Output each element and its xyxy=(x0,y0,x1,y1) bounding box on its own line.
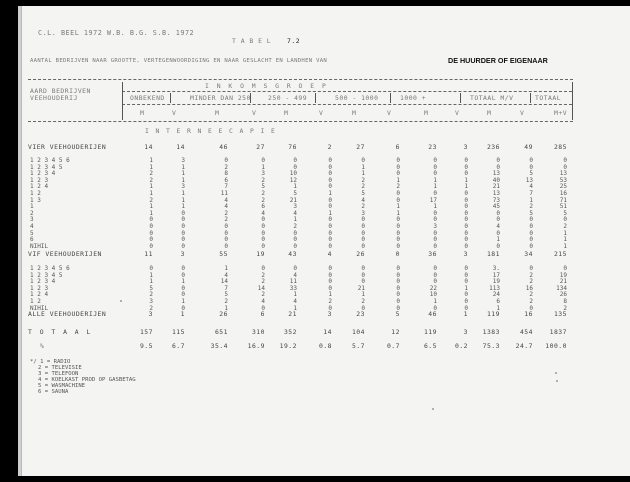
legend-item: 4 = KOELKAST PROD OP GASBETAG xyxy=(38,377,136,383)
table-cell: 21 xyxy=(288,310,297,318)
sub-header-2: V xyxy=(172,109,177,117)
table-cell: 3 xyxy=(463,328,468,336)
row-label: VIER VEEHOUDERIJEN xyxy=(28,143,107,151)
scan-speck xyxy=(556,380,558,382)
breakdown-column: 0 0 1 0 0 1 0 xyxy=(181,265,185,312)
table-cell: 43 xyxy=(288,250,297,258)
sub-header-13: M+V xyxy=(554,109,568,117)
table-cell: 6 xyxy=(395,143,400,151)
sub-header-8: V xyxy=(387,109,392,117)
section-caption: I N T E R N E E C A P I E xyxy=(145,127,277,135)
breakdown-column: 0 0 0 22 10 1 0 xyxy=(429,265,437,312)
table-cell: 1 xyxy=(463,310,468,318)
header-vline-right xyxy=(572,82,573,120)
table-cell: 55 xyxy=(219,250,228,258)
breakdown-column: 0 4 11 33 1 4 1 xyxy=(289,265,297,312)
table-cell: 19.2 xyxy=(279,342,297,350)
group-divider xyxy=(530,93,531,103)
breakdown-column: 0 2 2 14 2 4 0 xyxy=(257,265,265,312)
breakdown-column: 0 1 3 2 5 2 2 6 4 0 0 0 0 0 xyxy=(261,157,265,250)
table-cell: 26 xyxy=(219,310,228,318)
breakdown-labels: 1 2 3 4 5 6 1 2 3 4 5 1 2 3 4 1 2 3 1 2 4 1 2 NIHIL xyxy=(30,265,70,312)
table-cell: 2 xyxy=(327,143,332,151)
sub-header-12: V xyxy=(520,109,525,117)
table-cell: 454 xyxy=(519,328,533,336)
header-vline xyxy=(122,82,123,120)
table-cell: 9.5 xyxy=(139,342,153,350)
breakdown-column: 3. 17 19 113 24 6 1 xyxy=(489,265,500,312)
group-divider xyxy=(170,93,171,103)
breakdown-column: 0 0 0 1 2 0 0 1 1 0 0 0 0 0 xyxy=(396,157,400,250)
table-cell: 135 xyxy=(553,310,567,318)
row-header-label-1: AARD BEDRIJVEN xyxy=(30,87,91,95)
table-cell: 0.2 xyxy=(454,342,468,350)
table-cell: 310 xyxy=(251,328,265,336)
sub-header-7: M xyxy=(352,109,357,117)
group-divider xyxy=(390,93,391,103)
legend-item: 2 = TELEVISIE xyxy=(38,365,82,371)
table-number: 7.2 xyxy=(287,37,301,45)
table-cell: 6.5 xyxy=(423,342,437,350)
breakdown-column: 0 0 0 0 0 1 0 0 1 0 0 0 0 0 xyxy=(328,157,332,250)
table-cell: 35.4 xyxy=(210,342,228,350)
group-header: 250 - 499 xyxy=(268,94,308,102)
breakdown-column: 0 1 1 2 2 5 4 2 3 0 0 0 0 0 xyxy=(361,157,365,250)
scan-speck xyxy=(432,408,434,410)
title-bold: DE HUURDER OF EIGENAAR xyxy=(448,56,548,65)
table-cell: 104 xyxy=(351,328,365,336)
group-header: ONBEKEND xyxy=(130,94,165,102)
table-cell: 16 xyxy=(524,310,533,318)
table-cell: 16.9 xyxy=(247,342,265,350)
row-label: VIF VEEHOUDERIJEN xyxy=(28,250,102,258)
table-cell: 5 xyxy=(395,310,400,318)
table-label: T A B E L xyxy=(232,37,272,45)
table-cell: 24.7 xyxy=(515,342,533,350)
table-cell: 1837 xyxy=(549,328,567,336)
header-rule-bottom xyxy=(28,121,573,122)
breakdown-column: 0 2 8 6 7 11 4 4 2 2 0 0 0 0 xyxy=(220,157,228,250)
table-cell: 215 xyxy=(553,250,567,258)
header-rule-top xyxy=(28,79,573,80)
group-header: 1000 + xyxy=(400,94,427,102)
table-cell: 19 xyxy=(256,250,265,258)
breakdown-column: 1 4 14 7 5 2 1 xyxy=(220,265,228,312)
table-cell: 12 xyxy=(391,328,400,336)
table-cell: 651 xyxy=(214,328,228,336)
sub-header-9: M xyxy=(424,109,429,117)
breakdown-column: 1 1 2 2 1 1 2 1 1 0 0 0 0 0 xyxy=(149,157,153,250)
table-cell: 34 xyxy=(524,250,533,258)
table-cell: 27 xyxy=(356,143,365,151)
table-cell: 14 xyxy=(323,328,332,336)
table-cell: 0.7 xyxy=(386,342,400,350)
table-cell: 236 xyxy=(486,143,500,151)
table-cell: 46 xyxy=(428,310,437,318)
table-cell: 36 xyxy=(428,250,437,258)
table-cell: 14 xyxy=(176,143,185,151)
table-cell: 76 xyxy=(288,143,297,151)
group-title: I N K O M S G R O E P xyxy=(205,82,328,90)
breakdown-column: 0 0 0 1 1 0 17 1 0 0 3 0 0 0 xyxy=(429,157,437,250)
group-header: TOTAAL xyxy=(535,94,562,102)
breakdown-column: 0 0 0 0 1 2 0 xyxy=(328,265,332,312)
table-cell: 100.0 xyxy=(545,342,567,350)
breakdown-column: 0 0 13 53 25 16 71 51 5 0 2 1 1 1 xyxy=(559,157,567,250)
legend-item: 6 = SAUNA xyxy=(38,389,69,395)
breakdown-column: 0 0 0 21 1 2 0 xyxy=(357,265,365,312)
table-cell: 3 xyxy=(180,250,185,258)
table-cell: 11 xyxy=(144,250,153,258)
table-cell: 157 xyxy=(139,328,153,336)
table-cell: 6 xyxy=(260,310,265,318)
table-cell: 46 xyxy=(219,143,228,151)
table-cell: 3 xyxy=(463,250,468,258)
breakdown-column: 0 2 2 16 2 2 0 xyxy=(525,265,533,312)
sub-header-6: V xyxy=(319,109,324,117)
table-cell: 6.7 xyxy=(171,342,185,350)
row-label: T O T A A L xyxy=(28,328,93,336)
table-cell: 5.7 xyxy=(351,342,365,350)
sub-header-5: M xyxy=(284,109,289,117)
sub-header-1: M xyxy=(140,109,145,117)
table-cell: 115 xyxy=(171,328,185,336)
sub-header-11: M xyxy=(487,109,492,117)
group-divider xyxy=(315,93,316,103)
legend-item: */ 1 = RADIO xyxy=(30,359,71,365)
table-cell: 0 xyxy=(395,250,400,258)
sub-header-4: V xyxy=(252,109,257,117)
breakdown-column: 0 0 5 13 4 7 1 2 5 0 0 0 0 0 xyxy=(525,157,533,250)
table-cell: 26 xyxy=(356,250,365,258)
table-cell: 3 xyxy=(148,310,153,318)
sub-header-3: M xyxy=(215,109,220,117)
row-label: ALLE VEEHOUDERIJEN xyxy=(28,310,107,318)
breakdown-column: 0 0 0 1 0 0 0 xyxy=(464,265,468,312)
group-header: MINDER DAN 250 xyxy=(190,94,251,102)
title-faint: AANTAL BEDRIJVEN NAAR GROOTTE, VERTEGENWOORDIGING EN NAAR GESLACHT EN LANDHEN VAN xyxy=(30,58,328,64)
legend-item: 5 = WASMACHINE xyxy=(38,383,86,389)
table-cell: 352 xyxy=(283,328,297,336)
table-cell: 181 xyxy=(486,250,500,258)
table-cell: 3 xyxy=(463,143,468,151)
table-cell: 49 xyxy=(524,143,533,151)
group-divider xyxy=(460,93,461,103)
group-header: TOTAAL M/V xyxy=(470,94,514,102)
breakdown-column: 0 0 13 40 21 13 73 45 0 0 4 0 1 0 xyxy=(492,157,500,250)
table-cell: 27 xyxy=(256,143,265,151)
breakdown-column: 0 0 0 1 1 0 0 0 0 0 0 0 0 0 xyxy=(464,157,468,250)
sub-header-10: V xyxy=(455,109,460,117)
row-header-label-2: VEEHOUDERIJ xyxy=(30,94,78,102)
table-cell: 23 xyxy=(356,310,365,318)
breakdown-column: 0 0 10 12 1 5 21 3 4 1 2 0 0 0 xyxy=(289,157,297,250)
scan-speck xyxy=(120,300,122,302)
scan-speck xyxy=(555,372,557,374)
breakdown-column: 0 19 21 134 26 8 2 xyxy=(556,265,567,312)
table-cell: 285 xyxy=(553,143,567,151)
header-rule-group xyxy=(122,91,572,92)
table-cell: 1383 xyxy=(482,328,500,336)
table-cell: 23 xyxy=(428,143,437,151)
group-header: 500 - 1000 xyxy=(335,94,379,102)
header-rule-sub xyxy=(122,104,572,105)
table-cell: 4 xyxy=(327,250,332,258)
breakdown-column: 0 0 0 0 0 0 0 xyxy=(396,265,400,312)
table-cell: 3 xyxy=(327,310,332,318)
table-cell: 14 xyxy=(144,143,153,151)
table-cell: 1 xyxy=(180,310,185,318)
legend-item: 3 = TELEFOON xyxy=(38,371,79,377)
code-line: C.L. BEEL 1972 W.B. B.G. S.B. 1972 xyxy=(38,29,195,37)
breakdown-labels: 1 2 3 4 5 6 1 2 3 4 5 1 2 3 4 1 2 3 1 2 4 1 2 1 3 1 2 3 4 5 6 NIHIL xyxy=(30,157,70,250)
breakdown-column: 3 1 1 1 3 1 1 1 0 0 0 0 0 0 xyxy=(181,157,185,250)
table-cell: 119 xyxy=(423,328,437,336)
breakdown-column: 0 1 1 5 2 3 2 xyxy=(149,265,153,312)
row-label: % xyxy=(40,342,45,350)
table-cell: 119 xyxy=(486,310,500,318)
table-cell: 75.3 xyxy=(482,342,500,350)
table-cell: 0.8 xyxy=(318,342,332,350)
